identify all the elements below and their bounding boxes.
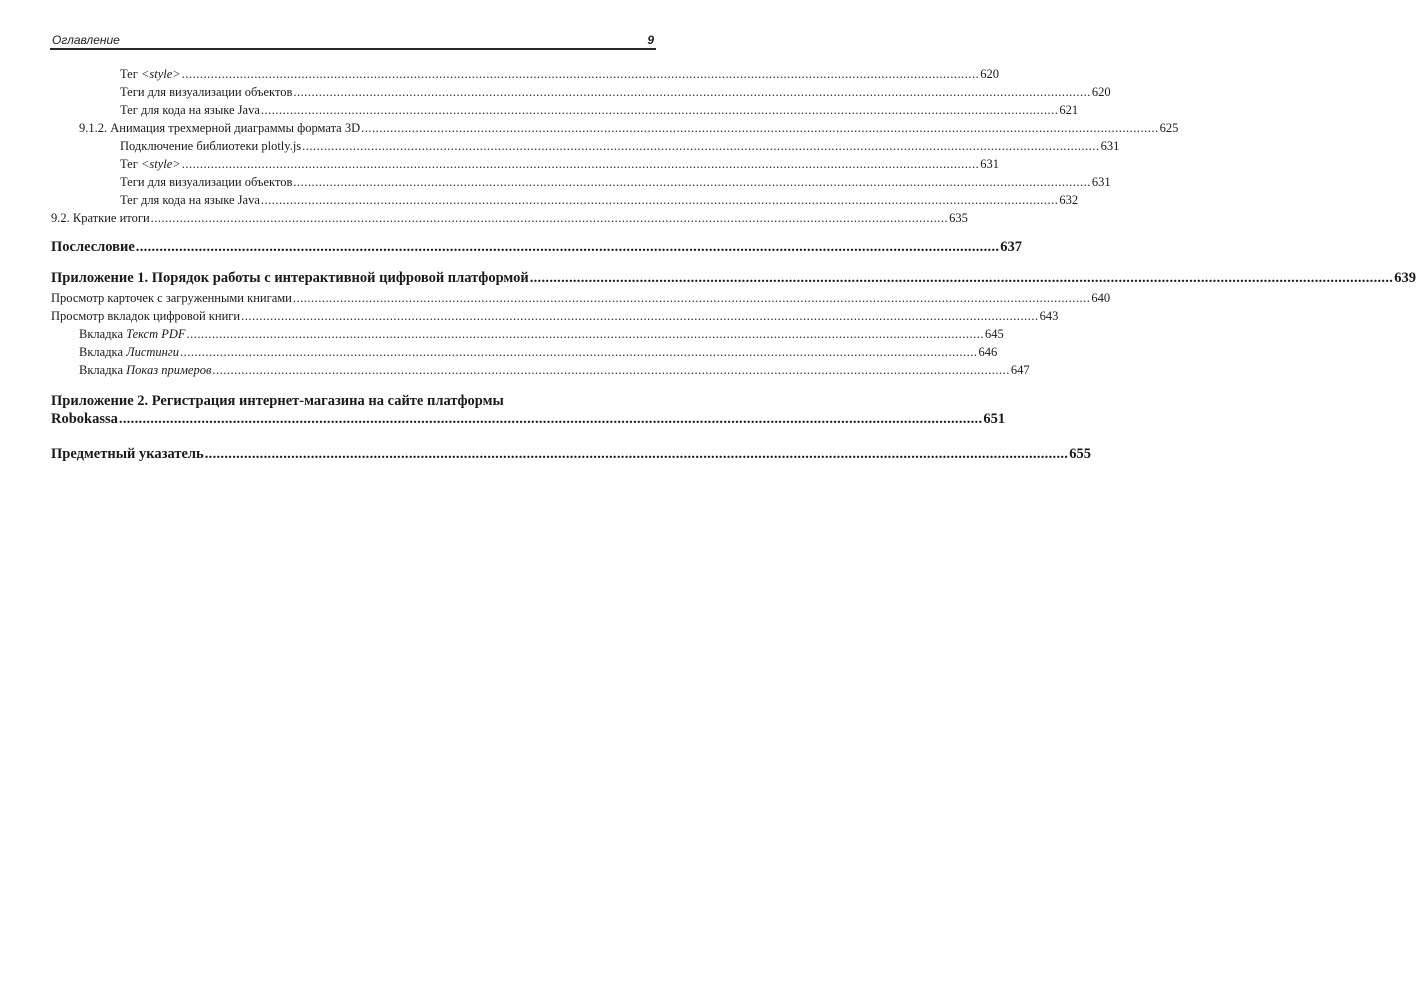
toc-page-number: 625 (1159, 121, 1179, 135)
dot-leader: ............................................................................................................................................................................................................................ (260, 103, 1059, 117)
toc-entry[interactable] (120, 174, 1111, 190)
dot-leader: ............................................................................................................................................................................................................................ (180, 345, 978, 359)
toc-entry[interactable] (79, 326, 1004, 342)
toc-page-number: 647 (1010, 363, 1030, 377)
dot-leader: ............................................................................................................................................................................................................................ (529, 270, 1394, 286)
toc-page-number: 637 (1000, 239, 1023, 255)
toc-entry[interactable] (120, 102, 1079, 118)
toc-page-number: 646 (978, 345, 998, 359)
toc-page-number: 631 (1100, 139, 1120, 153)
running-header-title: Оглавление (52, 33, 120, 47)
toc-entry[interactable] (120, 156, 999, 172)
dot-leader: ............................................................................................................................................................................................................................ (260, 193, 1059, 207)
toc-entry-major[interactable] (51, 392, 1006, 428)
toc-entry-major[interactable] (51, 269, 1416, 287)
dot-leader: ............................................................................................................................................................................................................................ (293, 175, 1091, 189)
toc-page-number: 632 (1059, 193, 1079, 207)
toc-page-number: 631 (1091, 175, 1111, 189)
dot-leader: ............................................................................................................................................................................................................................ (181, 67, 980, 81)
toc-page-number: 620 (980, 67, 999, 81)
toc-entry-label: Теги для визуализации объектов (120, 175, 293, 189)
toc-page-number: 620 (1091, 85, 1111, 99)
dot-leader: ............................................................................................................................................................................................................................ (186, 327, 985, 341)
dot-leader: ............................................................................................................................................................................................................................ (361, 121, 1159, 135)
dot-leader: ............................................................................................................................................................................................................................ (204, 446, 1069, 462)
toc-page-number: 645 (985, 327, 1004, 341)
toc-page-number: 651 (983, 411, 1006, 427)
toc-entry-label-italic: <style> (140, 67, 181, 81)
running-header (50, 33, 656, 49)
toc-entry-label: Теги для визуализации объектов (120, 85, 293, 99)
toc-page-number: 655 (1069, 446, 1091, 462)
toc-entry-label: Тег (120, 67, 141, 81)
toc-entry-label: Вкладка (79, 363, 127, 377)
toc-entry-label: 9.1.2. Анимация трехмерной диаграммы формата 3D (79, 121, 361, 135)
toc-entry-label: Предметный указатель (51, 446, 204, 462)
toc-page-number: 635 (949, 211, 968, 225)
toc-page-number: 643 (1039, 309, 1059, 323)
dot-leader: ............................................................................................................................................................................................................................ (135, 239, 1000, 255)
toc-entry-label-italic: <style> (140, 157, 181, 171)
toc-entry-label: Послесловие (51, 239, 135, 255)
toc-entry-major[interactable] (51, 238, 1023, 256)
toc-page-number: 621 (1059, 103, 1079, 117)
toc-entry[interactable] (51, 210, 968, 226)
toc-entry-label: Приложение 1. Порядок работы с интерактивной цифровой платформой (51, 270, 529, 286)
toc-page-number: 639 (1394, 270, 1416, 286)
toc-entry-label: Просмотр вкладок цифровой книги (51, 309, 241, 323)
toc-entry-label-italic: Показ примеров (126, 363, 212, 377)
toc-entry-label-continued: Robokassa (51, 411, 118, 427)
dot-leader: ............................................................................................................................................................................................................................ (212, 363, 1010, 377)
toc-entry-label: Тег для кода на языке Java (120, 103, 260, 117)
dot-leader: ............................................................................................................................................................................................................................ (181, 157, 980, 171)
dot-leader: ............................................................................................................................................................................................................................ (118, 411, 983, 427)
toc-entry-label: Тег для кода на языке Java (120, 193, 260, 207)
dot-leader: ............................................................................................................................................................................................................................ (241, 309, 1039, 323)
toc-entry[interactable] (120, 138, 1120, 154)
toc-entry[interactable] (51, 308, 1059, 324)
toc-entry-label: Вкладка (79, 327, 127, 341)
toc-entry-label-italic: Листинги (126, 345, 179, 359)
toc-entry-label: Подключение библиотеки plotly.js (120, 139, 302, 153)
toc-entry[interactable] (120, 84, 1111, 100)
toc-entry[interactable] (51, 290, 1111, 306)
toc-entry-major[interactable] (51, 445, 1091, 463)
toc-entry[interactable] (120, 66, 999, 82)
dot-leader: ............................................................................................................................................................................................................................ (293, 85, 1091, 99)
page-number: 9 (647, 33, 654, 47)
toc-page-number: 631 (980, 157, 999, 171)
toc-entry[interactable] (120, 192, 1079, 208)
toc-entry-label: Тег (120, 157, 141, 171)
toc-entry[interactable] (79, 120, 1179, 136)
toc-page-number: 640 (1091, 291, 1111, 305)
toc-entry-label: 9.2. Краткие итоги (51, 211, 150, 225)
dot-leader: ............................................................................................................................................................................................................................ (302, 139, 1100, 153)
header-rule (50, 48, 656, 50)
dot-leader: ............................................................................................................................................................................................................................ (292, 291, 1091, 305)
toc-entry-label: Вкладка (79, 345, 127, 359)
toc-entry-label: Просмотр карточек с загруженными книгами (51, 291, 292, 305)
toc-entry-label-italic: Текст PDF (126, 327, 186, 341)
toc-entry-label: Приложение 2. Регистрация интернет-магазина на сайте платформы (51, 393, 504, 409)
dot-leader: ............................................................................................................................................................................................................................ (150, 211, 949, 225)
toc-entry[interactable] (79, 362, 1030, 378)
toc-entry[interactable] (79, 344, 998, 360)
